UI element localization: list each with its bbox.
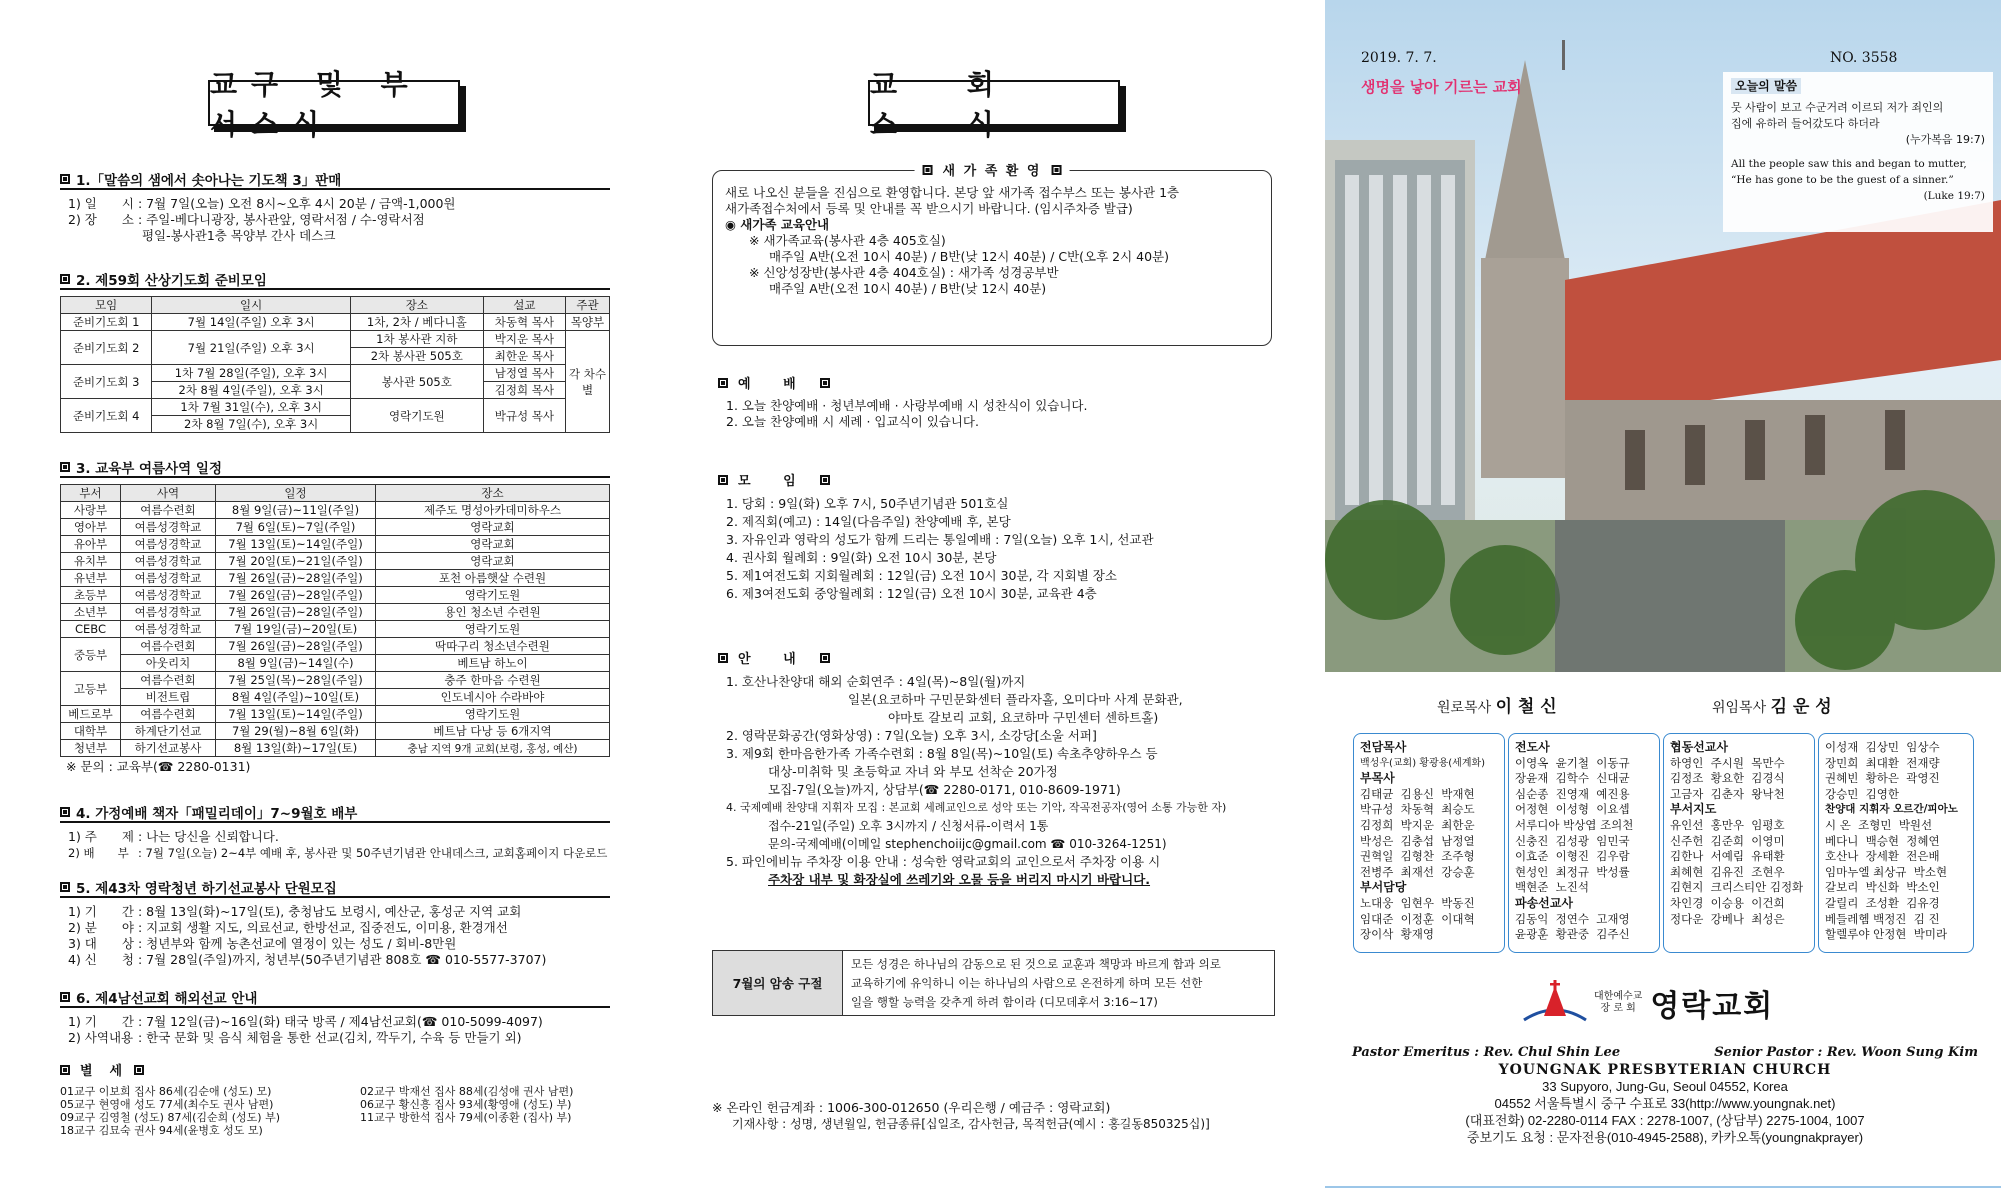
bullet-icon <box>820 475 830 485</box>
table-row: 준비기도회 4 1차 7월 31일(수), 오후 3시 영락기도원 박규성 목사 <box>61 399 610 416</box>
section-title: 모 임 <box>718 470 1278 489</box>
bullet-icon <box>60 1065 70 1075</box>
church-logo-icon <box>1520 980 1590 1026</box>
bullet-icon <box>923 165 933 175</box>
table-row: 베드로부 여름수련회 7월 13일(토)~14일(주일) 영락기도원 <box>61 706 610 723</box>
table-row: 비전트립 8월 4일(주일)~10일(토) 인도네시아 수라바야 <box>61 689 610 706</box>
summer-table: 부서 사역 일정 장소 사랑부 여름수련회 8월 9일(금)~11일(주일) 제주도 명성아카데미하우스 영아부 여름성경학교 7월 6일(토)~7일(주일) 영락교회 유아부 여름성경학교 7월 13일(토)~14일(주일) 영락교회 유치부 여름성경학교 7월 20일(토)~21일(주일) 영락교회 유년부 여름성경학교 7월 26일(금)~28일(주일) 포천 아름햇살 수련원 초등부 여름성경학교 7월 26일(금)~28일(주일) 영락기도원 소년부 여름성경학교 7월 26일(금)~28일(주일) 용인 청소년 수련원 CEBC 여름성경학교 7월 19일(금)~20일(토) 영락기도원 중등부 여름수련회 7월 26일(금)~28일(주일) 딱따구리 청소년수련원 아웃리치 8월 9일(금)~14일(수) 베트남 하노이 고등부 여름수련회 7월 25일(목)~28일(주일) 충주 한마음 수련원 비전트립 8월 4일(주일)~10일(토) 인도네시아 수라바야 베드로부 여름수련회 7월 13일(토)~14일(주일) 영락기도원 대학부 하계단기선교 7월 29(월)~8월 6일(화) 베트남 다낭 등 6개지역 청년부 하기선교봉사 8월 13일(화)~17일(토) 충남 지역 9개 교회(보령, 홍성, 예산) <box>60 484 610 757</box>
table-row: 중등부 여름수련회 7월 26일(금)~28일(주일) 딱따구리 청소년수련원 <box>61 638 610 655</box>
issue-number: NO. 3558 <box>1830 50 1898 66</box>
table-row: 준비기도회 2 7월 21일(주일) 오후 3시 1차 봉사관 지하 박지운 목사 각 차수별 <box>61 331 610 348</box>
staff-column-2: 전도사 이영옥 윤기철 이동규 장윤재 김학수 신대균 심순종 진영재 예진용 어정현 이성형 이요셉 서루디아 박상엽 조의천 신충진 김성광 임민국 이효준 이형진 김우람 현성인 최정규 박성률 백현준 노진석 파송선교사 김동익 정연수 고재영 윤광훈 황관중 김주신 <box>1508 733 1660 953</box>
table-row: 고등부 여름수련회 7월 25일(목)~28일(주일) 충주 한마음 수련원 <box>61 672 610 689</box>
table-row: 청년부 하기선교봉사 8월 13일(화)~17일(토) 충남 지역 9개 교회(보령, 홍성, 예산) <box>61 740 610 757</box>
table-row: 2차 8월 4일(주일), 오후 3시 김정희 목사 <box>61 382 610 399</box>
table-row: 준비기도회 1 7월 14일(주일) 오후 3시 1차, 2차 / 베다니홀 차동혁 목사 목양부 <box>61 314 610 331</box>
bullet-icon <box>1051 165 1061 175</box>
section-notice: 안 내 1. 호산나찬양대 해외 순회연주 : 4일(목)~8일(월)까지 일본(요코하마 구민문화센터 플라자홀, 오미다마 사계 문화관, 야마토 갈보리 교회, 요코하마 구민센터 센하트홀) 2. 영락문화공간(영화상영) : 7일(오늘) 오후 3시, 소강당[소울 서퍼] 3. 제9회 한마음한가족 가족수련회 : 8월 8일(목)~10일(토) 속초추양하우스 등 대상-미취학 및 초등학교 자녀 와 부모 선착순 20가정 모집-7일(오늘)까지, 상담부(☎ 2280-0171, 010-8609-1971) 4. 국제예배 찬양대 지휘자 모집 : 본교회 세례교인으로 성악 또는 기악, 작곡전공자(영어 소통 가능한 자) 접수-21일(주일) 오후 3시까지 / 신청서류-이력서 1통 문의-국제예배(이메일 stephenchoiijc@gmail.com ☎ 010-3264-1251) 5. 파인에비뉴 주차장 이용 안내 : 성숙한 영락교회의 교인으로서 주차장 이용 시 주차장 내부 및 화장실에 쓰레기와 오물 등을 버리지 마시기 바랍니다. <box>718 648 1283 889</box>
section-title: 5. 제43차 영락청년 하기선교봉사 단원모집 <box>60 878 610 898</box>
bullet-icon <box>60 174 70 184</box>
bullet-icon <box>820 653 830 663</box>
bullet-icon <box>60 274 70 284</box>
welcome-box: 새 가 족 환 영 새로 나오신 분들을 진심으로 환영합니다. 본당 앞 새가족 접수부스 또는 봉사관 1층 새가족접수처에서 등록 및 안내를 꼭 받으시기 바랍니다. (임시주차증 발급) ◉ 새가족 교육안내 ※ 새가족교육(봉사관 4층 405호실) 매주일 A반(오전 10시 40분) / B반(낮 12시 40분) / C반(오후 2시 40분) ※ 신앙성장반(봉사관 4층 404호실) : 새가족 성경공부반 매주일 A반(오전 10시 40분) / B반(낮 12시 40분) <box>712 170 1272 346</box>
section-youth-mission: 5. 제43차 영락청년 하기선교봉사 단원모집 1) 기 간 : 8월 13일(화)~17일(토), 충청남도 보령시, 예산군, 홍성군 지역 교회 2) 분 야 : 지교회 생활 지도, 의료선교, 한방선교, 집중전도, 이미용, 환경개선 3) 대 상 : 청년부와 함께 농촌선교에 열정이 있는 성도 / 회비-8만원 4) 신 청 : 7월 28일(주일)까지, 청년부(50주년기념관 808호 ☎ 010-5577-3707) <box>60 878 610 968</box>
section-book-sale: 1.「말씀의 샘에서 솟아나는 기도책 3」판매 1) 일 시 : 7월 7일(오늘) 오전 8시~오후 4시 20분 / 금액-1,000원 2) 장 소 : 주일-베다니광장, 봉사관앞, 영락서점 / 수-영락서점 평일-봉사관1층 목양부 간사 데스크 <box>60 170 610 244</box>
table-row: 2차 8월 7일(수), 오후 3시 <box>61 416 610 433</box>
section-title: 3. 교육부 여름사역 일정 <box>60 458 610 478</box>
staff-column-3: 협동선교사 하영인 주시원 목만수 김정조 황요한 김경식 고금자 김춘자 왕낙천 부서지도 유인선 홍만우 임평호 신주헌 김준희 이영미 김한나 서예림 유태환 최혜현 김유진 조현우 김현지 크리스티안 김정화 차인경 이승용 이건희 정다운 강베나 최성은 <box>1663 733 1815 953</box>
verse-box: 오늘의 말씀 뭇 사람이 보고 수군거려 이르되 저가 죄인의 집에 유하러 들어갔도다 하더라 (누가복음 19:7) All the people saw this and began to mutter, “He has gone to be the guest of a sinner.” (Luke 19:7) <box>1723 72 1993 232</box>
bullet-icon <box>60 882 70 892</box>
footer-info: Pastor Emeritus : Rev. Chul Shin Lee Senior Pastor : Rev. Woon Sung Kim YOUNGNAK PRESBYTERIAN CHURCH 33 Supyoro, Jung-Gu, Seoul 04552, Korea 04552 서울특별시 중구 수표로 33(http://www.youngnak.net) (대표전화) 02-2280-0114 FAX : 2278-1007, (상담부) 2275-1004, 1007 중보기도 요청 : 문자전용(010-4945-2588), 카카오톡(youngnakprayer) <box>1352 1045 1978 1145</box>
section-title: 별 세 <box>60 1060 620 1079</box>
staff-column-1: 전담목사 백성우(교회) 황광용(세계화) 부목사 김태균 김용신 박재현 박규성 차동혁 최승도 김정희 박지운 최한운 박성은 김충섭 남정열 권혁일 김형찬 조주형 전병주 최재선 강승훈 부서담당 노대웅 임현우 박동진 임대준 이정훈 이대혁 장이삭 황재영 <box>1353 733 1505 953</box>
bullet-icon <box>718 653 728 663</box>
left-banner: 교구 및 부서소식 <box>208 80 460 126</box>
pastor-emeritus: 원로목사 이 철 신 <box>1437 697 1557 717</box>
section-title: 새 가 족 환 영 <box>915 160 1070 179</box>
section-worship: 예 배 1. 오늘 찬양예배 · 청년부예배 · 사랑부예배 시 성찬식이 있습니다. 2. 오늘 찬양예배 시 세례 · 입교식이 있습니다. <box>718 373 1278 430</box>
footer-rule <box>1325 1186 2001 1188</box>
bullet-icon <box>718 475 728 485</box>
offering-info: ※ 온라인 헌금계좌 : 1006-300-012650 (우리은행 / 예금주 : 영락교회) 기재사항 : 성명, 생년월일, 헌금종류[십일조, 감사헌금, 목적헌금(예시 : 홍길동850325십)] <box>712 1100 1210 1131</box>
bullet-icon <box>820 378 830 388</box>
table-row: 아웃리치 8월 9일(금)~14일(수) 베트남 하노이 <box>61 655 610 672</box>
section-family-worship: 4. 가정예배 책자「패밀리데이」7~9월호 배부 1) 주 제 : 나는 당신을 신뢰합니다. 2) 배 부 : 7월 7일(오늘) 2~4부 예배 후, 봉사관 및 50주년기념관 안내데스크, 교회홈페이지 다운로드 <box>60 803 610 861</box>
table-row: 2차 봉사관 505호 최한운 목사 <box>61 348 610 365</box>
section-summer-schedule <box>60 458 610 775</box>
section-obituary: 별 세 01교구 이보희 집사 86세(김순애 (성도) 모) 05교구 현영애 성도 77세(최수도 권사 남편) 09교구 김영철 (성도) 87세(김순희 (성도) 부) 18교구 김묘숙 권사 94세(윤병호 성도 모) 02교구 박재선 집사 88세(김성애 권사 남편) 06교구 황신흥 집사 93세(황영애 (성도) 부) 11교구 방한석 집사 79세(이종환 (집사) 부) <box>60 1060 620 1137</box>
table-row: 대학부 하계단기선교 7월 29(월)~8월 6일(화) 베트남 다낭 등 6개지역 <box>61 723 610 740</box>
memory-verse-box: 7월의 암송 구절 모든 성경은 하나님의 감동으로 된 것으로 교훈과 책망과 바르게 함과 의로 교육하기에 유익하니 이는 하나님의 사람으로 온전하게 하며 모든 선한 일을 행할 능력을 갖추게 하려 함이라 (디모데후서 3:16~17) <box>712 950 1275 1016</box>
bullet-icon <box>60 807 70 817</box>
cover-date: 2019. 7. 7. <box>1361 50 1437 66</box>
contact-note: ※ 문의 : 교육부(☎ 2280-0131) <box>66 759 251 774</box>
table-row: 영아부 여름성경학교 7월 6일(토)~7일(주일) 영락교회 <box>61 519 610 536</box>
bullet-icon <box>60 992 70 1002</box>
church-logo: 대한예수교 장 로 회 영락교회 <box>1520 980 1774 1026</box>
bullet-icon <box>134 1065 144 1075</box>
prayer-table: 모임 일시 장소 설교 주관 준비기도회 1 7월 14일(주일) 오후 3시 1차, 2차 / 베다니홀 차동혁 목사 목양부 준비기도회 2 7월 21일(주일) 오후 3시 1차 봉사관 지하 박지운 목사 각 차수별 2차 봉사관 505호 최한운 목사 준비기도회 3 1차 7월 28일(주일), 오후 3시 봉사관 505호 남정열 목사 2차 8월 4일(주일), 오후 3시 김정희 목사 준비기도회 4 1차 7월 31일(수), 오후 3시 영락기도원 박규성 목사 2차 8월 7일(수), 오후 3시 <box>60 296 610 433</box>
table-row: CEBC 여름성경학교 7월 19일(금)~20일(토) 영락기도원 <box>61 621 610 638</box>
section-title: 2. 제59회 산상기도회 준비모임 <box>60 270 610 290</box>
staff-column-4: 이성재 김상민 임상수 장민희 최대환 전재량 권혜빈 황하은 곽영진 강승민 김영한 찬양대 지휘자 오르간/피아노 시 온 조형민 박원선 베다니 백승현 정혜연 호산나 장세환 전은배 임마누엘 최상규 박소현 갈보리 박신화 박소인 갈릴리 조성환 김유경 베들레헴 백정진 김 진 할렐루야 안정현 박미라 <box>1818 733 1974 953</box>
table-row: 소년부 여름성경학교 7월 26일(금)~28일(주일) 용인 청소년 수련원 <box>61 604 610 621</box>
senior-pastor: 위임목사 김 운 성 <box>1712 697 1832 717</box>
section-title: 안 내 <box>718 648 1283 667</box>
table-row: 유치부 여름성경학교 7월 20일(토)~21일(주일) 영락교회 <box>61 553 610 570</box>
cover-photo <box>1325 0 2001 672</box>
table-row: 준비기도회 3 1차 7월 28일(주일), 오후 3시 봉사관 505호 남정열 목사 <box>61 365 610 382</box>
section-title: 1.「말씀의 샘에서 솟아나는 기도책 3」판매 <box>60 170 610 190</box>
section-title: 6. 제4남선교회 해외선교 안내 <box>60 988 610 1008</box>
table-row: 사랑부 여름수련회 8월 9일(금)~11일(주일) 제주도 명성아카데미하우스 <box>61 502 610 519</box>
table-row: 유아부 여름성경학교 7월 13일(토)~14일(주일) 영락교회 <box>61 536 610 553</box>
middle-banner: 교 회 소 식 <box>868 80 1120 126</box>
bullet-icon <box>718 378 728 388</box>
cover-slogan: 생명을 낳아 기르는 교회 <box>1361 78 1522 96</box>
table-row: 초등부 여름성경학교 7월 26일(금)~28일(주일) 영락기도원 <box>61 587 610 604</box>
section-meeting: 모 임 1. 당회 : 9일(화) 오후 7시, 50주년기념관 501호실 2. 제직회(예고) : 14일(다음주일) 찬양예배 후, 본당 3. 자유인과 영락의 성도가 함께 드리는 통일예배 : 7일(오늘) 오후 1시, 선교관 4. 권사회 월례회 : 9일(화) 오전 10시 30분, 본당 5. 제1여전도회 지회월례회 : 12일(금) 오전 10시 30분, 각 지회별 장소 6. 제3여전도회 중앙월례회 : 12일(금) 오전 10시 30분, 교육관 4층 <box>718 470 1278 603</box>
section-title: 예 배 <box>718 373 1278 392</box>
section-overseas-mission: 6. 제4남선교회 해외선교 안내 1) 기 간 : 7월 12일(금)~16일(화) 태국 방콕 / 제4남선교회(☎ 010-5099-4097) 2) 사역내용 : 한국 문화 및 음식 체험을 통한 선교(김치, 깍두기, 수육 등 만들기 외) <box>60 988 610 1046</box>
section-title: 4. 가정예배 책자「패밀리데이」7~9월호 배부 <box>60 803 610 823</box>
table-row: 유년부 여름성경학교 7월 26일(금)~28일(주일) 포천 아름햇살 수련원 <box>61 570 610 587</box>
section-prayer-meeting <box>60 270 610 433</box>
bullet-icon <box>60 462 70 472</box>
